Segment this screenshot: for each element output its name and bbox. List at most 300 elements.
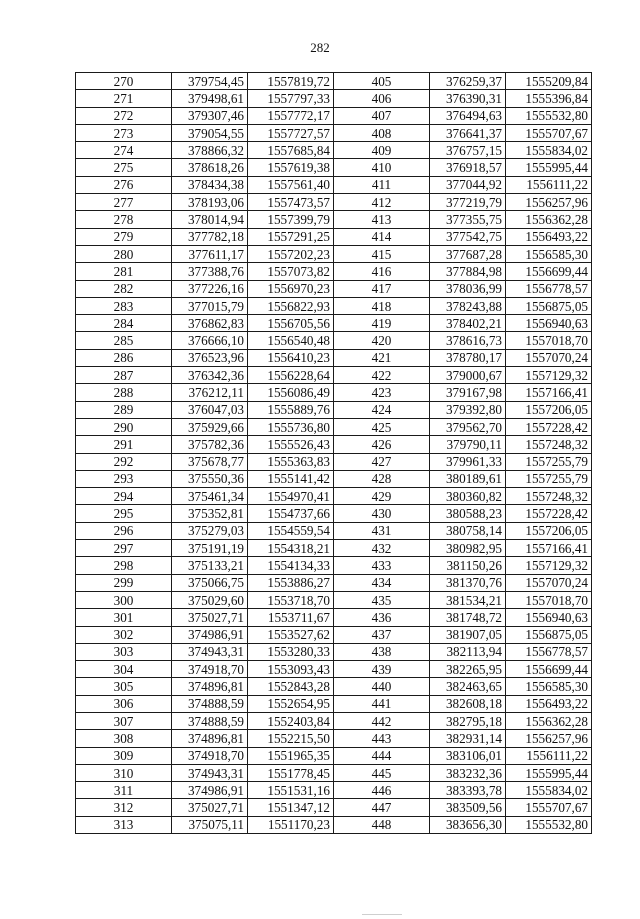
table-row — [76, 297, 592, 314]
table-row — [76, 418, 592, 435]
table-row — [76, 263, 592, 280]
x-coordinate-right: 382795,18 — [430, 712, 506, 729]
y-coordinate-left: 1552403,84 — [248, 712, 334, 729]
y-coordinate-left: 1557727,57 — [248, 124, 334, 141]
table-row — [76, 401, 592, 418]
point-number-left: 282 — [76, 280, 172, 297]
y-coordinate-right: 1555707,67 — [506, 799, 592, 816]
point-number-right: 435 — [334, 591, 430, 608]
x-coordinate-left: 375191,19 — [172, 540, 248, 557]
table-row — [76, 522, 592, 539]
coordinates-table — [75, 72, 592, 834]
table-row — [76, 107, 592, 124]
y-coordinate-left: 1554134,33 — [248, 557, 334, 574]
point-number-right: 425 — [334, 418, 430, 435]
table-row — [76, 245, 592, 262]
point-number-left: 280 — [76, 245, 172, 262]
x-coordinate-right: 378036,99 — [430, 280, 506, 297]
x-coordinate-right: 379961,33 — [430, 453, 506, 470]
table-row — [76, 591, 592, 608]
y-coordinate-left: 1557561,40 — [248, 176, 334, 193]
x-coordinate-right: 378780,17 — [430, 349, 506, 366]
y-coordinate-right: 1557228,42 — [506, 418, 592, 435]
point-number-left: 299 — [76, 574, 172, 591]
table-row — [76, 367, 592, 384]
x-coordinate-right: 383106,01 — [430, 747, 506, 764]
x-coordinate-right: 382608,18 — [430, 695, 506, 712]
x-coordinate-left: 375678,77 — [172, 453, 248, 470]
point-number-left: 274 — [76, 142, 172, 159]
x-coordinate-left: 375075,11 — [172, 816, 248, 833]
point-number-right: 426 — [334, 436, 430, 453]
x-coordinate-left: 375027,71 — [172, 799, 248, 816]
x-coordinate-right: 379000,67 — [430, 367, 506, 384]
x-coordinate-right: 376641,37 — [430, 124, 506, 141]
point-number-right: 420 — [334, 332, 430, 349]
y-coordinate-left: 1556086,49 — [248, 384, 334, 401]
table-row — [76, 315, 592, 332]
y-coordinate-left: 1557473,57 — [248, 194, 334, 211]
y-coordinate-left: 1556228,64 — [248, 367, 334, 384]
y-coordinate-right: 1556778,57 — [506, 643, 592, 660]
table-row — [76, 764, 592, 781]
table-row — [76, 228, 592, 245]
point-number-right: 423 — [334, 384, 430, 401]
table-row — [76, 332, 592, 349]
table-row — [76, 540, 592, 557]
y-coordinate-left: 1551347,12 — [248, 799, 334, 816]
x-coordinate-right: 379392,80 — [430, 401, 506, 418]
y-coordinate-left: 1553093,43 — [248, 661, 334, 678]
x-coordinate-right: 380982,95 — [430, 540, 506, 557]
point-number-right: 443 — [334, 730, 430, 747]
y-coordinate-left: 1555141,42 — [248, 470, 334, 487]
point-number-right: 411 — [334, 176, 430, 193]
x-coordinate-right: 381370,76 — [430, 574, 506, 591]
y-coordinate-left: 1554318,21 — [248, 540, 334, 557]
x-coordinate-right: 377044,92 — [430, 176, 506, 193]
y-coordinate-left: 1557399,79 — [248, 211, 334, 228]
y-coordinate-right: 1556875,05 — [506, 626, 592, 643]
table-row — [76, 194, 592, 211]
y-coordinate-left: 1554970,41 — [248, 488, 334, 505]
y-coordinate-left: 1557202,23 — [248, 245, 334, 262]
point-number-left: 287 — [76, 367, 172, 384]
x-coordinate-right: 381150,26 — [430, 557, 506, 574]
y-coordinate-right: 1557166,41 — [506, 384, 592, 401]
x-coordinate-left: 375027,71 — [172, 609, 248, 626]
x-coordinate-left: 376212,11 — [172, 384, 248, 401]
point-number-right: 440 — [334, 678, 430, 695]
y-coordinate-right: 1556875,05 — [506, 297, 592, 314]
table-row — [76, 470, 592, 487]
y-coordinate-right: 1556362,28 — [506, 712, 592, 729]
point-number-left: 304 — [76, 661, 172, 678]
x-coordinate-left: 379307,46 — [172, 107, 248, 124]
table-row — [76, 124, 592, 141]
point-number-right: 445 — [334, 764, 430, 781]
point-number-left: 285 — [76, 332, 172, 349]
x-coordinate-right: 382931,14 — [430, 730, 506, 747]
y-coordinate-left: 1555363,83 — [248, 453, 334, 470]
point-number-right: 415 — [334, 245, 430, 262]
point-number-left: 297 — [76, 540, 172, 557]
x-coordinate-left: 375782,36 — [172, 436, 248, 453]
y-coordinate-left: 1554559,54 — [248, 522, 334, 539]
x-coordinate-right: 383393,78 — [430, 782, 506, 799]
y-coordinate-right: 1555707,67 — [506, 124, 592, 141]
point-number-right: 424 — [334, 401, 430, 418]
point-number-left: 284 — [76, 315, 172, 332]
y-coordinate-left: 1551778,45 — [248, 764, 334, 781]
y-coordinate-left: 1555736,80 — [248, 418, 334, 435]
point-number-left: 290 — [76, 418, 172, 435]
y-coordinate-right: 1556111,22 — [506, 176, 592, 193]
x-coordinate-left: 378193,06 — [172, 194, 248, 211]
y-coordinate-right: 1555209,84 — [506, 73, 592, 90]
point-number-right: 434 — [334, 574, 430, 591]
y-coordinate-right: 1557166,41 — [506, 540, 592, 557]
x-coordinate-left: 374896,81 — [172, 678, 248, 695]
x-coordinate-right: 379562,70 — [430, 418, 506, 435]
table-row — [76, 695, 592, 712]
x-coordinate-left: 374896,81 — [172, 730, 248, 747]
x-coordinate-right: 381534,21 — [430, 591, 506, 608]
point-number-left: 294 — [76, 488, 172, 505]
y-coordinate-right: 1556778,57 — [506, 280, 592, 297]
table-row — [76, 384, 592, 401]
y-coordinate-left: 1553886,27 — [248, 574, 334, 591]
y-coordinate-right: 1556493,22 — [506, 228, 592, 245]
y-coordinate-right: 1556699,44 — [506, 661, 592, 678]
y-coordinate-left: 1553280,33 — [248, 643, 334, 660]
x-coordinate-right: 376259,37 — [430, 73, 506, 90]
y-coordinate-right: 1556585,30 — [506, 245, 592, 262]
x-coordinate-left: 374888,59 — [172, 695, 248, 712]
x-coordinate-right: 380360,82 — [430, 488, 506, 505]
x-coordinate-right: 383656,30 — [430, 816, 506, 833]
point-number-right: 429 — [334, 488, 430, 505]
table-row — [76, 505, 592, 522]
x-coordinate-left: 378434,38 — [172, 176, 248, 193]
y-coordinate-left: 1556822,93 — [248, 297, 334, 314]
point-number-right: 419 — [334, 315, 430, 332]
x-coordinate-left: 374888,59 — [172, 712, 248, 729]
y-coordinate-left: 1551965,35 — [248, 747, 334, 764]
table-row — [76, 142, 592, 159]
point-number-left: 279 — [76, 228, 172, 245]
x-coordinate-left: 376047,03 — [172, 401, 248, 418]
point-number-right: 436 — [334, 609, 430, 626]
x-coordinate-left: 375461,34 — [172, 488, 248, 505]
y-coordinate-left: 1556410,23 — [248, 349, 334, 366]
table-row — [76, 730, 592, 747]
point-number-right: 409 — [334, 142, 430, 159]
y-coordinate-right: 1557129,32 — [506, 367, 592, 384]
point-number-right: 428 — [334, 470, 430, 487]
point-number-right: 430 — [334, 505, 430, 522]
x-coordinate-right: 382265,95 — [430, 661, 506, 678]
y-coordinate-left: 1553711,67 — [248, 609, 334, 626]
point-number-left: 311 — [76, 782, 172, 799]
point-number-left: 295 — [76, 505, 172, 522]
x-coordinate-left: 377782,18 — [172, 228, 248, 245]
point-number-left: 286 — [76, 349, 172, 366]
y-coordinate-right: 1556257,96 — [506, 730, 592, 747]
x-coordinate-left: 374918,70 — [172, 661, 248, 678]
y-coordinate-right: 1555995,44 — [506, 764, 592, 781]
point-number-right: 421 — [334, 349, 430, 366]
y-coordinate-right: 1556111,22 — [506, 747, 592, 764]
y-coordinate-left: 1555889,76 — [248, 401, 334, 418]
point-number-right: 433 — [334, 557, 430, 574]
x-coordinate-left: 375029,60 — [172, 591, 248, 608]
x-coordinate-left: 375066,75 — [172, 574, 248, 591]
x-coordinate-right: 377219,79 — [430, 194, 506, 211]
x-coordinate-left: 375133,21 — [172, 557, 248, 574]
x-coordinate-right: 380758,14 — [430, 522, 506, 539]
x-coordinate-left: 375352,81 — [172, 505, 248, 522]
y-coordinate-right: 1557206,05 — [506, 522, 592, 539]
table-row — [76, 678, 592, 695]
x-coordinate-left: 375929,66 — [172, 418, 248, 435]
y-coordinate-right: 1555396,84 — [506, 90, 592, 107]
point-number-left: 303 — [76, 643, 172, 660]
y-coordinate-right: 1557070,24 — [506, 574, 592, 591]
y-coordinate-left: 1556540,48 — [248, 332, 334, 349]
y-coordinate-left: 1552215,50 — [248, 730, 334, 747]
coordinates-table-body — [76, 73, 592, 834]
y-coordinate-right: 1556699,44 — [506, 263, 592, 280]
point-number-left: 309 — [76, 747, 172, 764]
point-number-right: 418 — [334, 297, 430, 314]
x-coordinate-left: 375279,03 — [172, 522, 248, 539]
x-coordinate-right: 378402,21 — [430, 315, 506, 332]
x-coordinate-right: 379790,11 — [430, 436, 506, 453]
table-row — [76, 211, 592, 228]
point-number-left: 301 — [76, 609, 172, 626]
table-row — [76, 349, 592, 366]
y-coordinate-left: 1551531,16 — [248, 782, 334, 799]
x-coordinate-right: 376757,15 — [430, 142, 506, 159]
x-coordinate-right: 376918,57 — [430, 159, 506, 176]
x-coordinate-left: 377388,76 — [172, 263, 248, 280]
point-number-left: 276 — [76, 176, 172, 193]
x-coordinate-left: 376523,96 — [172, 349, 248, 366]
point-number-left: 296 — [76, 522, 172, 539]
x-coordinate-right: 380588,23 — [430, 505, 506, 522]
x-coordinate-right: 377542,75 — [430, 228, 506, 245]
point-number-right: 438 — [334, 643, 430, 660]
point-number-right: 437 — [334, 626, 430, 643]
point-number-right: 416 — [334, 263, 430, 280]
point-number-left: 306 — [76, 695, 172, 712]
table-row — [76, 782, 592, 799]
point-number-right: 448 — [334, 816, 430, 833]
point-number-left: 302 — [76, 626, 172, 643]
x-coordinate-right: 377355,75 — [430, 211, 506, 228]
table-row — [76, 799, 592, 816]
x-coordinate-left: 375550,36 — [172, 470, 248, 487]
point-number-left: 275 — [76, 159, 172, 176]
y-coordinate-left: 1557772,17 — [248, 107, 334, 124]
table-row — [76, 73, 592, 90]
point-number-left: 305 — [76, 678, 172, 695]
y-coordinate-left: 1555526,43 — [248, 436, 334, 453]
point-number-left: 308 — [76, 730, 172, 747]
table-row — [76, 90, 592, 107]
x-coordinate-left: 374943,31 — [172, 643, 248, 660]
table-row — [76, 453, 592, 470]
point-number-left: 270 — [76, 73, 172, 90]
y-coordinate-left: 1557797,33 — [248, 90, 334, 107]
x-coordinate-left: 374986,91 — [172, 626, 248, 643]
point-number-right: 412 — [334, 194, 430, 211]
x-coordinate-left: 376342,36 — [172, 367, 248, 384]
y-coordinate-right: 1555995,44 — [506, 159, 592, 176]
point-number-left: 271 — [76, 90, 172, 107]
y-coordinate-right: 1557206,05 — [506, 401, 592, 418]
x-coordinate-right: 379167,98 — [430, 384, 506, 401]
table-row — [76, 747, 592, 764]
point-number-right: 446 — [334, 782, 430, 799]
y-coordinate-left: 1553718,70 — [248, 591, 334, 608]
x-coordinate-right: 377884,98 — [430, 263, 506, 280]
point-number-left: 272 — [76, 107, 172, 124]
x-coordinate-left: 378618,26 — [172, 159, 248, 176]
x-coordinate-right: 383232,36 — [430, 764, 506, 781]
point-number-right: 410 — [334, 159, 430, 176]
table-row — [76, 574, 592, 591]
point-number-left: 289 — [76, 401, 172, 418]
table-row — [76, 557, 592, 574]
x-coordinate-left: 374986,91 — [172, 782, 248, 799]
y-coordinate-right: 1556585,30 — [506, 678, 592, 695]
x-coordinate-right: 382113,94 — [430, 643, 506, 660]
point-number-right: 408 — [334, 124, 430, 141]
point-number-left: 292 — [76, 453, 172, 470]
point-number-right: 442 — [334, 712, 430, 729]
point-number-left: 291 — [76, 436, 172, 453]
x-coordinate-right: 377687,28 — [430, 245, 506, 262]
table-row — [76, 661, 592, 678]
x-coordinate-left: 376666,10 — [172, 332, 248, 349]
point-number-left: 310 — [76, 764, 172, 781]
x-coordinate-left: 376862,83 — [172, 315, 248, 332]
y-coordinate-left: 1553527,62 — [248, 626, 334, 643]
table-row — [76, 816, 592, 833]
x-coordinate-right: 378243,88 — [430, 297, 506, 314]
point-number-left: 278 — [76, 211, 172, 228]
table-row — [76, 712, 592, 729]
point-number-right: 432 — [334, 540, 430, 557]
point-number-right: 441 — [334, 695, 430, 712]
table-row — [76, 436, 592, 453]
point-number-right: 444 — [334, 747, 430, 764]
y-coordinate-right: 1557248,32 — [506, 488, 592, 505]
y-coordinate-left: 1557073,82 — [248, 263, 334, 280]
y-coordinate-right: 1557228,42 — [506, 505, 592, 522]
y-coordinate-right: 1556940,63 — [506, 609, 592, 626]
page-number: 282 — [310, 40, 330, 55]
y-coordinate-left: 1557619,38 — [248, 159, 334, 176]
x-coordinate-left: 374918,70 — [172, 747, 248, 764]
y-coordinate-right: 1557018,70 — [506, 591, 592, 608]
y-coordinate-left: 1556705,56 — [248, 315, 334, 332]
y-coordinate-right: 1556940,63 — [506, 315, 592, 332]
y-coordinate-right: 1555834,02 — [506, 142, 592, 159]
y-coordinate-right: 1557255,79 — [506, 453, 592, 470]
x-coordinate-left: 374943,31 — [172, 764, 248, 781]
point-number-right: 447 — [334, 799, 430, 816]
point-number-right: 406 — [334, 90, 430, 107]
y-coordinate-left: 1551170,23 — [248, 816, 334, 833]
y-coordinate-left: 1554737,66 — [248, 505, 334, 522]
table-row — [76, 488, 592, 505]
y-coordinate-left: 1557685,84 — [248, 142, 334, 159]
x-coordinate-left: 377611,17 — [172, 245, 248, 262]
y-coordinate-right: 1555834,02 — [506, 782, 592, 799]
x-coordinate-left: 379498,61 — [172, 90, 248, 107]
point-number-left: 313 — [76, 816, 172, 833]
y-coordinate-right: 1557070,24 — [506, 349, 592, 366]
y-coordinate-left: 1557291,25 — [248, 228, 334, 245]
y-coordinate-right: 1557018,70 — [506, 332, 592, 349]
x-coordinate-right: 376494,63 — [430, 107, 506, 124]
point-number-right: 407 — [334, 107, 430, 124]
x-coordinate-right: 378616,73 — [430, 332, 506, 349]
table-row — [76, 626, 592, 643]
scan-artifact-line — [362, 914, 402, 915]
x-coordinate-right: 381907,05 — [430, 626, 506, 643]
point-number-right: 413 — [334, 211, 430, 228]
x-coordinate-left: 378866,32 — [172, 142, 248, 159]
point-number-left: 312 — [76, 799, 172, 816]
y-coordinate-left: 1556970,23 — [248, 280, 334, 297]
y-coordinate-right: 1557248,32 — [506, 436, 592, 453]
x-coordinate-right: 383509,56 — [430, 799, 506, 816]
y-coordinate-right: 1556493,22 — [506, 695, 592, 712]
point-number-left: 273 — [76, 124, 172, 141]
point-number-left: 298 — [76, 557, 172, 574]
table-row — [76, 609, 592, 626]
y-coordinate-right: 1555532,80 — [506, 107, 592, 124]
point-number-right: 431 — [334, 522, 430, 539]
y-coordinate-right: 1555532,80 — [506, 816, 592, 833]
point-number-left: 277 — [76, 194, 172, 211]
table-row — [76, 176, 592, 193]
y-coordinate-left: 1552843,28 — [248, 678, 334, 695]
x-coordinate-right: 380189,61 — [430, 470, 506, 487]
point-number-right: 427 — [334, 453, 430, 470]
x-coordinate-left: 378014,94 — [172, 211, 248, 228]
table-row — [76, 280, 592, 297]
x-coordinate-right: 382463,65 — [430, 678, 506, 695]
y-coordinate-left: 1557819,72 — [248, 73, 334, 90]
x-coordinate-left: 379054,55 — [172, 124, 248, 141]
y-coordinate-right: 1556362,28 — [506, 211, 592, 228]
y-coordinate-right: 1557255,79 — [506, 470, 592, 487]
x-coordinate-left: 377226,16 — [172, 280, 248, 297]
point-number-left: 281 — [76, 263, 172, 280]
table-row — [76, 643, 592, 660]
x-coordinate-right: 381748,72 — [430, 609, 506, 626]
y-coordinate-right: 1557129,32 — [506, 557, 592, 574]
y-coordinate-left: 1552654,95 — [248, 695, 334, 712]
point-number-right: 422 — [334, 367, 430, 384]
point-number-right: 417 — [334, 280, 430, 297]
point-number-right: 439 — [334, 661, 430, 678]
